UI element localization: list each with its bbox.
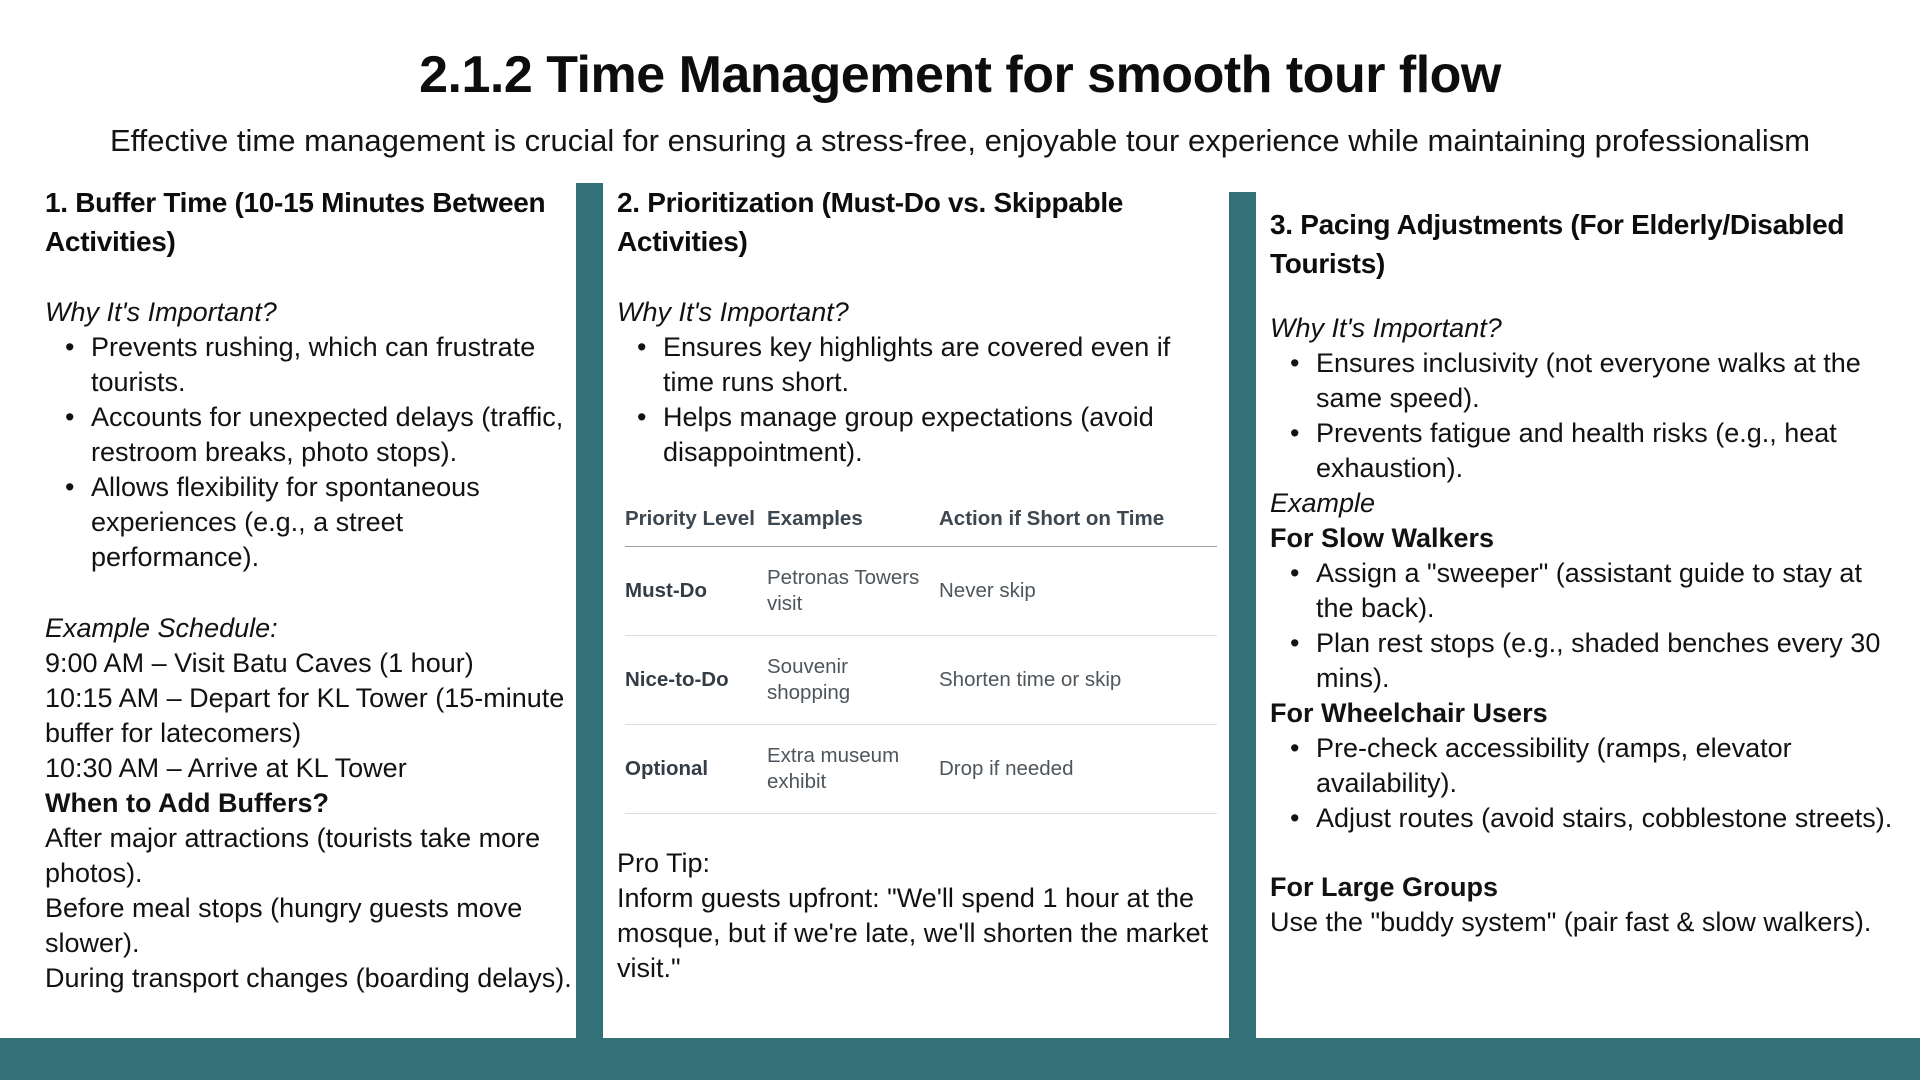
table-header: Priority Level	[625, 498, 767, 547]
table-row	[625, 636, 1217, 725]
wheelchair-bullet-list	[1270, 731, 1903, 836]
pro-tip	[617, 846, 1225, 986]
table-header-row	[625, 498, 1217, 547]
list-item: • Adjust routes (avoid stairs, cobblestone streets).	[1270, 801, 1903, 836]
column1-buffers-heading: When to Add Buffers?	[45, 788, 329, 818]
buffer-note: After major attractions (tourists take more photos).	[45, 823, 541, 888]
list-item: • Prevents rushing, which can frustrate tourists.	[45, 330, 573, 400]
table-cell: Petronas Towers visit	[767, 547, 939, 636]
page-subtitle: Effective time management is crucial for ensuring a stress-free, enjoyable tour experience while maintaining professionalism	[109, 123, 1811, 158]
list-item: • Ensures key highlights are covered even if time runs short.	[617, 330, 1225, 400]
divider-left	[576, 183, 603, 1038]
wheelchair-heading: For Wheelchair Users	[1270, 698, 1548, 728]
buffer-note: During transport changes (boarding delays).	[45, 963, 572, 993]
list-item: • Ensures inclusivity (not everyone walks at the same speed).	[1270, 346, 1903, 416]
column2-heading: 2. Prioritization (Must-Do vs. Skippable Activities)	[617, 187, 1124, 257]
large-groups-text: Use the "buddy system" (pair fast & slow walkers).	[1270, 907, 1872, 937]
slow-walkers-bullet-list	[1270, 556, 1903, 696]
schedule-line: 10:15 AM – Depart for KL Tower (15-minute buffer for latecomers)	[45, 683, 565, 748]
table-cell: Never skip	[939, 547, 1217, 636]
pro-tip-label: Pro Tip:	[617, 848, 711, 878]
table-header: Action if Short on Time	[939, 498, 1217, 547]
table-row	[625, 547, 1217, 636]
schedule-line: 9:00 AM – Visit Batu Caves (1 hour)	[45, 648, 474, 678]
column3-example-label: Example	[1270, 488, 1376, 518]
spacer	[45, 575, 573, 611]
list-item: • Pre-check accessibility (ramps, elevator availability).	[1270, 731, 1903, 801]
table-cell: Souvenir shopping	[767, 636, 939, 725]
list-item: • Prevents fatigue and health risks (e.g., heat exhaustion).	[1270, 416, 1903, 486]
column3-heading: 3. Pacing Adjustments (For Elderly/Disabled Tourists)	[1270, 209, 1845, 279]
table-cell: Extra museum exhibit	[767, 725, 939, 814]
footer-bar	[0, 1038, 1920, 1080]
table-cell: Drop if needed	[939, 725, 1217, 814]
column1-bullet-list	[45, 330, 573, 575]
column1-example-label: Example Schedule:	[45, 613, 278, 643]
slow-walkers-heading: For Slow Walkers	[1270, 523, 1495, 553]
large-groups-heading: For Large Groups	[1270, 872, 1499, 902]
list-item: • Allows flexibility for spontaneous experiences (e.g., a street performance).	[45, 470, 573, 575]
table-header: Examples	[767, 498, 939, 547]
column2-bullet-list	[617, 330, 1225, 470]
list-item: • Assign a "sweeper" (assistant guide to stay at the back).	[1270, 556, 1903, 626]
column1-heading: 1. Buffer Time (10-15 Minutes Between Activities)	[45, 187, 546, 257]
list-item: • Helps manage group expectations (avoid disappointment).	[617, 400, 1225, 470]
column2-why-label: Why It's Important?	[617, 297, 849, 327]
schedule-line: 10:30 AM – Arrive at KL Tower	[45, 753, 407, 783]
list-item: • Accounts for unexpected delays (traffic, restroom breaks, photo stops).	[45, 400, 573, 470]
priority-table	[625, 498, 1217, 814]
spacer	[617, 261, 1225, 295]
table-cell: Must-Do	[625, 547, 767, 636]
pro-tip-text: Inform guests upfront: "We'll spend 1 hour at the mosque, but if we're late, we'll shorten the market visit."	[617, 883, 1209, 983]
page-title: 2.1.2 Time Management for smooth tour flow	[419, 46, 1501, 104]
buffer-note: Before meal stops (hungry guests move slower).	[45, 893, 523, 958]
column-pacing-adjustments	[1270, 205, 1903, 940]
table-cell: Shorten time or skip	[939, 636, 1217, 725]
spacer	[1270, 283, 1903, 311]
column-prioritization	[617, 183, 1225, 986]
column3-bullet-list	[1270, 346, 1903, 486]
column-buffer-time	[45, 183, 573, 996]
divider-right	[1229, 192, 1256, 1038]
column1-why-label: Why It's Important?	[45, 297, 277, 327]
table-cell: Optional	[625, 725, 767, 814]
list-item: • Plan rest stops (e.g., shaded benches every 30 mins).	[1270, 626, 1903, 696]
spacer	[45, 261, 573, 295]
table-row	[625, 725, 1217, 814]
spacer	[1270, 836, 1903, 870]
table-cell: Nice-to-Do	[625, 636, 767, 725]
column3-why-label: Why It's Important?	[1270, 313, 1502, 343]
